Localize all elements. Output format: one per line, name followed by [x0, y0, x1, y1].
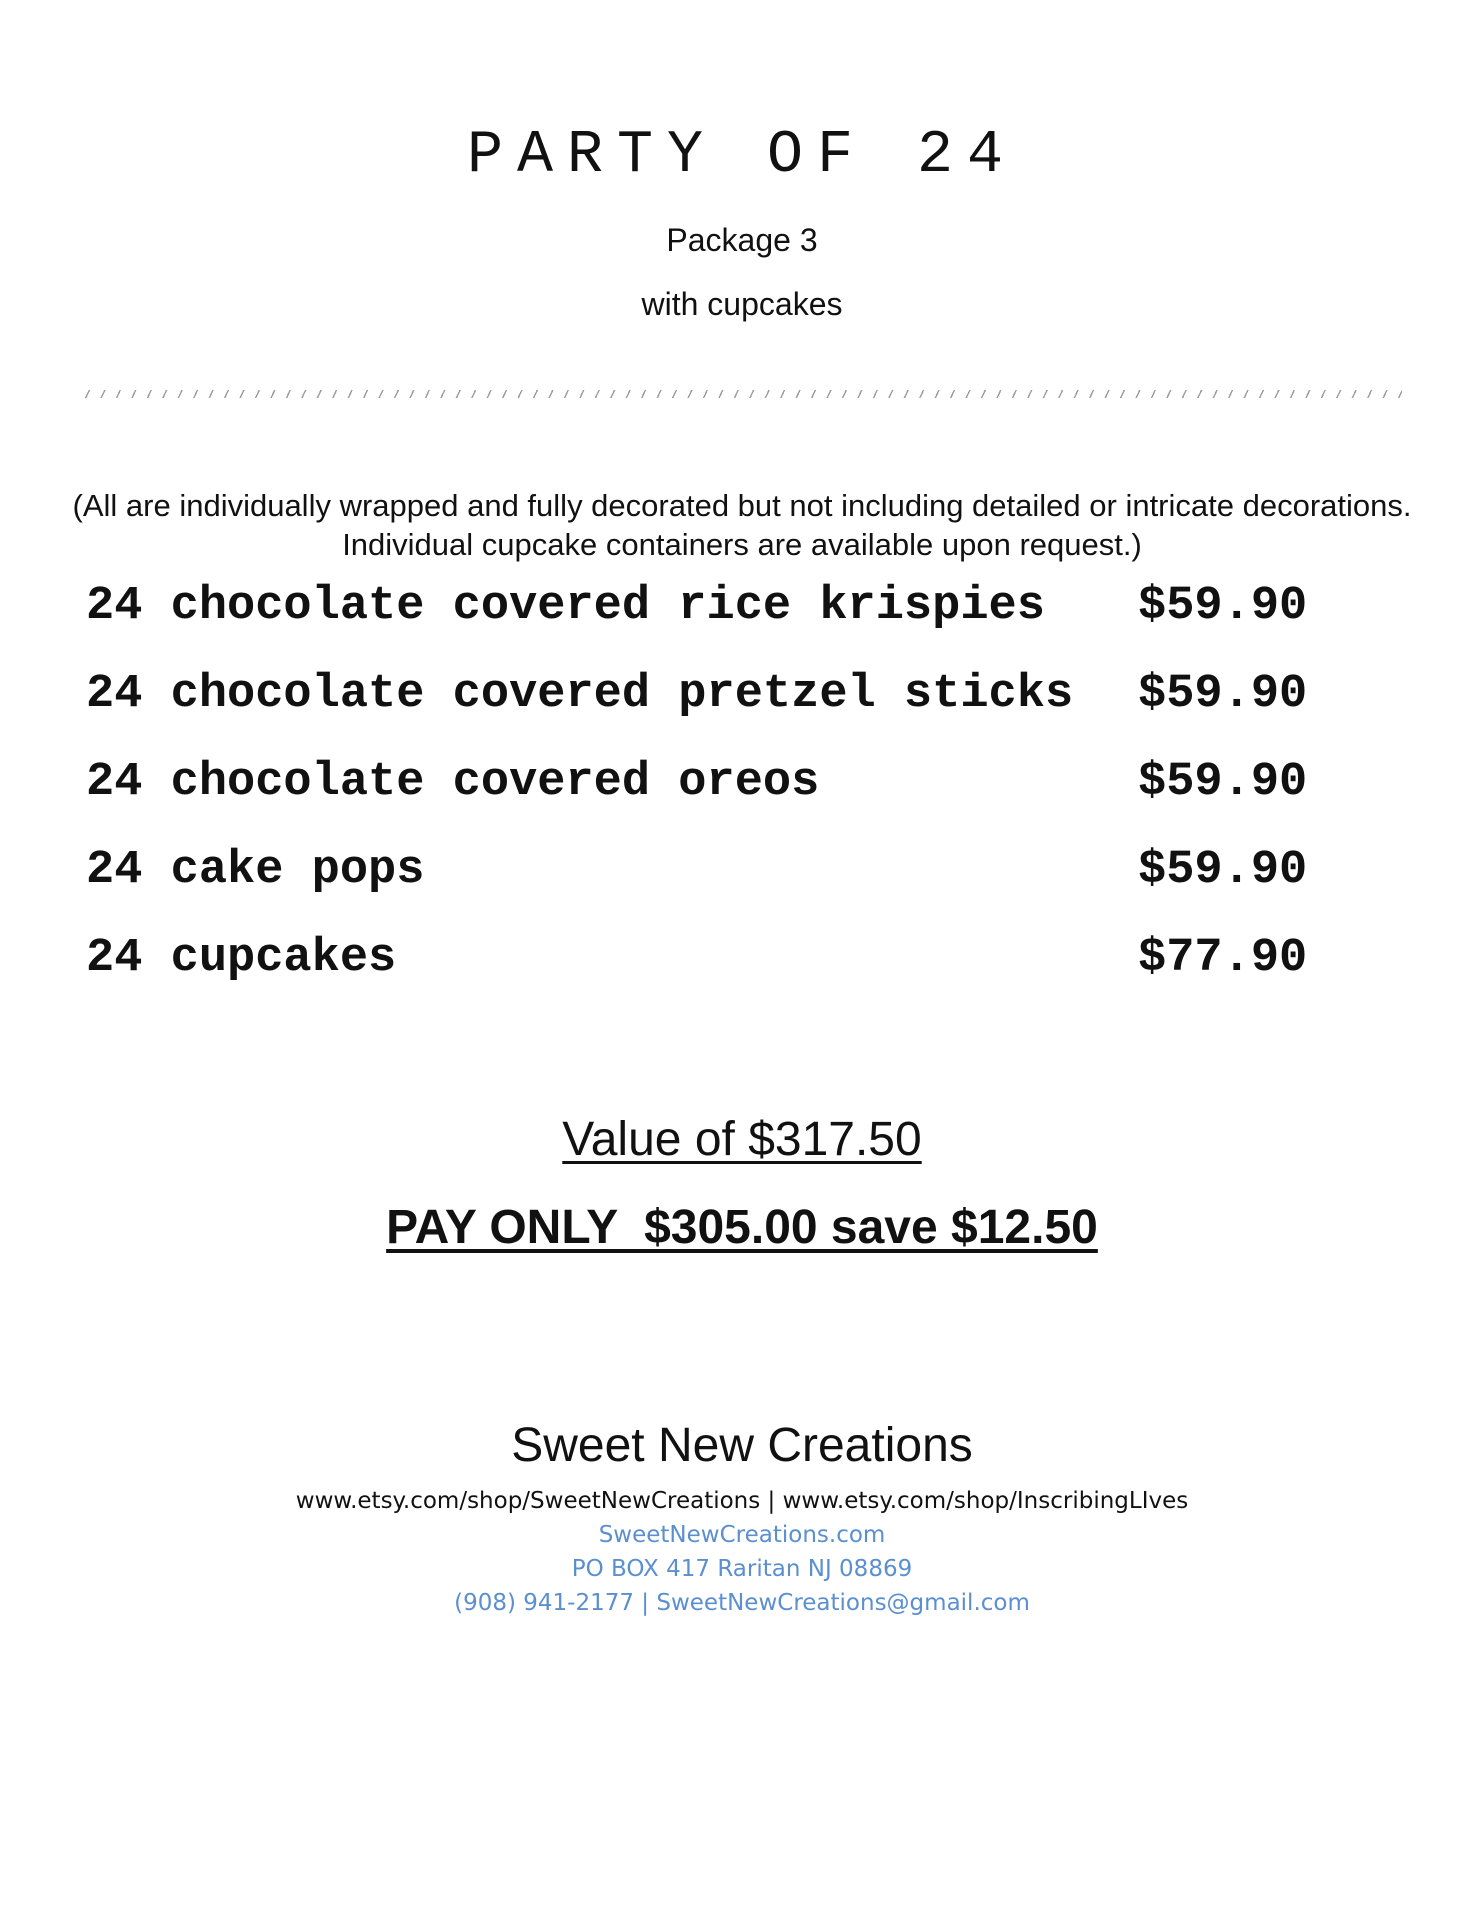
website-link[interactable]: SweetNewCreations.com: [598, 1522, 886, 1548]
item-price: $59.90: [1138, 844, 1308, 897]
item-price: $59.90: [1138, 580, 1308, 633]
item-description: 24 chocolate covered oreos: [86, 756, 820, 809]
page-title: PARTY OF 24: [466, 122, 1018, 190]
item-description: 24 cupcakes: [86, 932, 397, 985]
list-item: [86, 756, 1336, 844]
mailing-address: PO BOX 417 Raritan NJ 08869: [571, 1556, 913, 1582]
package-price: PAY ONLY $305.00 save $12.50: [386, 1201, 1098, 1254]
phone-email-link[interactable]: (908) 941-2177 | SweetNewCreations@gmail.com: [454, 1590, 1030, 1616]
list-item: [86, 668, 1336, 756]
decorative-divider: [82, 390, 1402, 398]
list-item: [86, 580, 1336, 668]
item-price: $77.90: [1138, 932, 1308, 985]
item-list: [86, 580, 1336, 1020]
item-description: 24 cake pops: [86, 844, 425, 897]
wrapping-note: (All are individually wrapped and fully decorated but not including detailed or intricate decorations. Individual cupcake containers are available upon request.): [72, 488, 1412, 562]
item-price: $59.90: [1138, 668, 1308, 721]
shop-links[interactable]: www.etsy.com/shop/SweetNewCreations | www.etsy.com/shop/InscribingLIves: [295, 1488, 1189, 1514]
item-description: 24 chocolate covered rice krispies: [86, 580, 1045, 633]
list-item: [86, 844, 1336, 932]
package-subtitle: with cupcakes: [641, 286, 843, 322]
brand-name: Sweet New Creations: [511, 1419, 973, 1472]
item-description: 24 chocolate covered pretzel sticks: [86, 668, 1074, 721]
list-item: [86, 932, 1336, 1020]
package-label: Package 3: [666, 222, 818, 258]
total-value: Value of $317.50: [562, 1113, 922, 1166]
item-price: $59.90: [1138, 756, 1308, 809]
